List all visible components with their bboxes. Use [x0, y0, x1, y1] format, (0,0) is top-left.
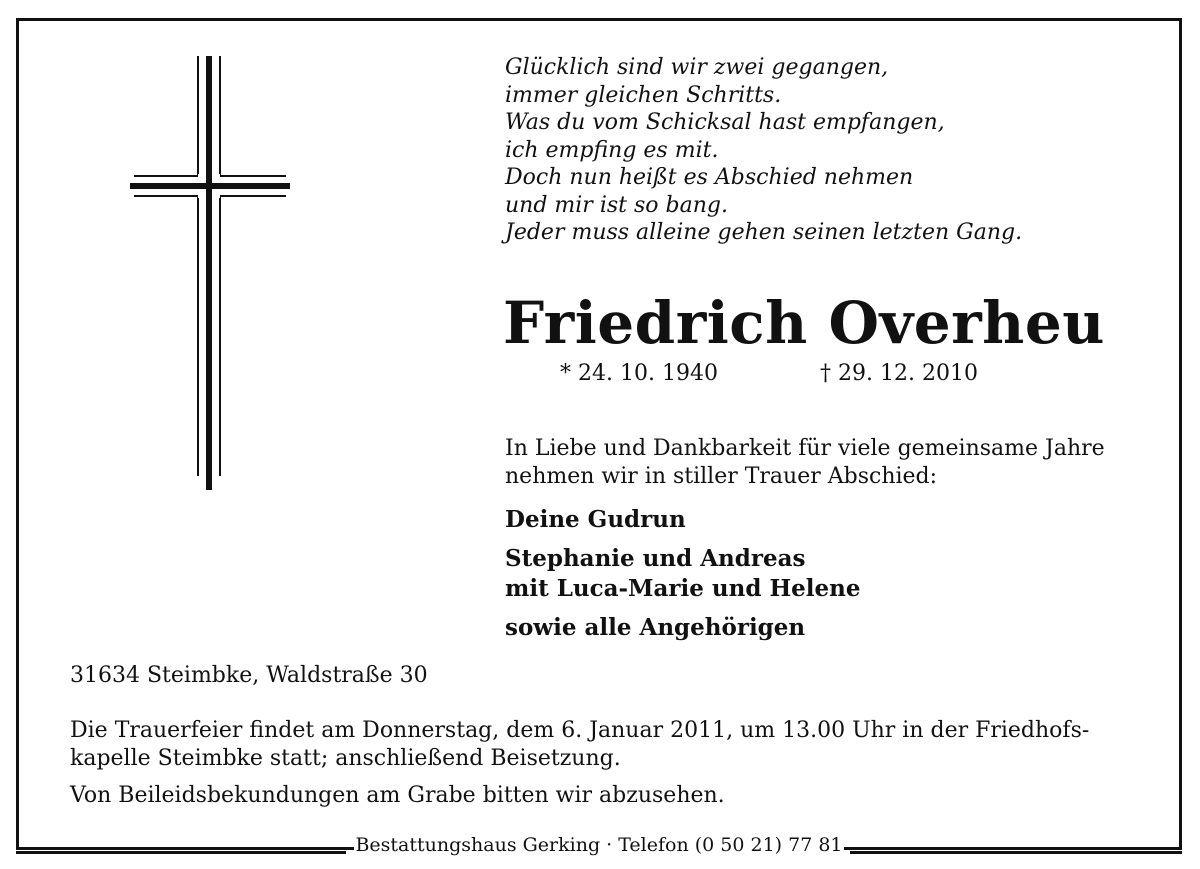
address: 31634 Steimbke, Waldstraße 30 — [70, 663, 428, 688]
farewell-intro: In Liebe und Dankbarkeit für viele gemeinsame Jahre nehmen wir in stiller Trauer Abschied: — [505, 436, 1105, 489]
mourner: sowie alle Angehörigen — [505, 614, 806, 641]
condolence-note: Von Beileidsbekundungen am Grabe bitten wir abzusehen. — [70, 783, 725, 808]
birth-date: * 24. 10. 1940 — [560, 361, 718, 386]
mourner: Stephanie und Andreas mit Luca-Marie und Helene — [505, 545, 861, 602]
funeral-home-contact: Bestattungshaus Gerking · Telefon (0 50 21) 77 81 — [355, 834, 843, 856]
cross-icon — [130, 56, 290, 490]
poem: Glücklich sind wir zwei gegangen, immer gleichen Schritts. Was du vom Schicksal hast empfangen, ich empfing es mit. Doch nun heißt es Abschied nehmen und mir ist so bang. Jeder muss alleine gehen seinen letzten Gang. — [505, 55, 1023, 245]
deceased-name: Friedrich Overheu — [503, 289, 1105, 357]
footer — [0, 832, 1200, 860]
footer-rule-right — [850, 851, 1182, 854]
funeral-service-info: Die Trauerfeier findet am Donnerstag, dem 6. Januar 2011, um 13.00 Uhr in der Friedhofs- kapelle Steimbke statt; anschließend Beisetzung. — [70, 718, 1090, 771]
death-date: † 29. 12. 2010 — [820, 361, 978, 386]
mourner: Deine Gudrun — [505, 506, 686, 533]
mourners-list — [505, 505, 1165, 652]
footer-rule-left — [16, 851, 346, 854]
